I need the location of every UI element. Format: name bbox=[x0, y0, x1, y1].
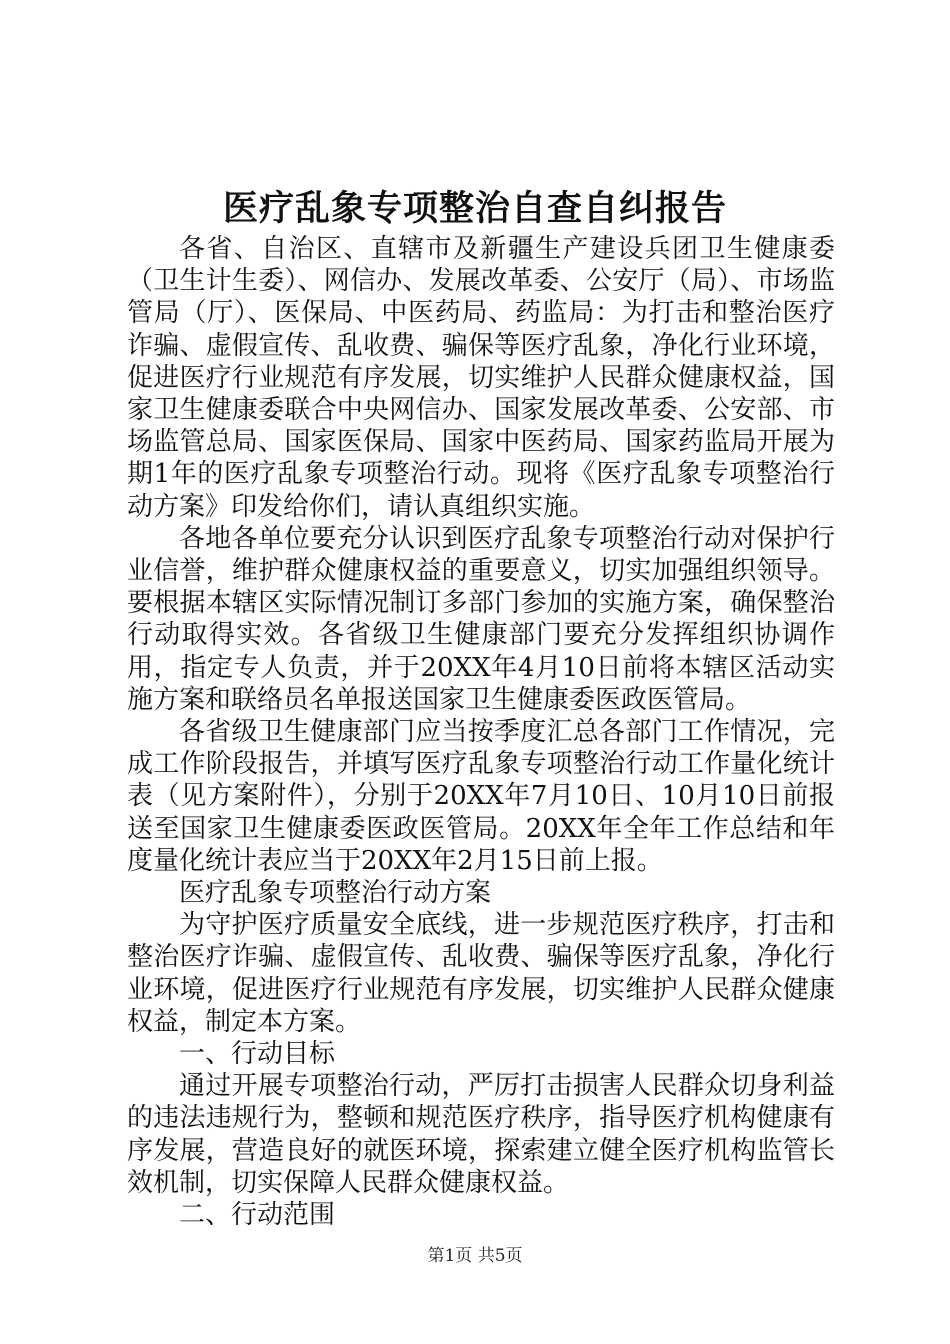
section-heading-plan: 医疗乱象专项整治行动方案 bbox=[179, 878, 492, 909]
paragraph-organization: 各地各单位要充分认识到医疗乱象专项整治行动对保护行业信誉，维护群众健康权益的重要意义，切实加强组织领导。要根据本辖区实际情况制订多部门参加的实施方案，确保整治行动取得实效。各省级卫生健康部门要充分发挥组织协调作用，指定专人负责，并于20XX年4月10日前将本辖区活动实施方案和联络员名单报送国家卫生健康委医政医管局。 bbox=[127, 523, 835, 715]
paragraph-reporting: 各省级卫生健康部门应当按季度汇总各部门工作情况，完成工作阶段报告，并填写医疗乱象专项整治行动工作量化统计表（见方案附件），分别于20XX年7月10日、10月10日前报送至国家卫生健康委医政医管局。20XX年全年工作总结和年度量化统计表应当于20XX年2月15日前上报。 bbox=[127, 717, 835, 876]
paragraph-goal: 通过开展专项整治行动，严厉打击损害人民群众切身利益的违法违规行为，整顿和规范医疗秩序，指导医疗机构健康有序发展，营造良好的就医环境，探索建立健全医疗机构监管长效机制，切实保障人民群众健康权益。 bbox=[127, 1071, 835, 1198]
section-heading-goal: 一、行动目标 bbox=[179, 1039, 336, 1070]
paragraph-plan-purpose: 为守护医疗质量安全底线，进一步规范医疗秩序，打击和整治医疗诈骗、虚假宣传、乱收费、骗保等医疗乱象，净化行业环境，促进医疗行业规范有序发展，切实维护人民群众健康权益，制定本方案。 bbox=[127, 910, 835, 1037]
page-number-footer: 第1页 共5页 bbox=[427, 1246, 523, 1266]
document-title: 医疗乱象专项整治自查自纠报告 bbox=[222, 188, 727, 229]
document-body bbox=[127, 233, 835, 1231]
paragraph-addressees: 各省、自治区、直辖市及新疆生产建设兵团卫生健康委（卫生计生委）、网信办、发展改革委、公安厅（局）、市场监管局（厅）、医保局、中医药局、药监局：为打击和整治医疗诈骗、虚假宣传、乱收费、骗保等医疗乱象，净化行业环境，促进医疗行业规范有序发展，切实维护人民群众健康权益，国家卫生健康委联合中央网信办、国家发展改革委、公安部、市场监管总局、国家医保局、国家中医药局、国家药监局开展为期1年的医疗乱象专项整治行动。现将《医疗乱象专项整治行动方案》印发给你们，请认真组织实施。 bbox=[127, 234, 835, 522]
section-heading-scope: 二、行动范围 bbox=[179, 1200, 336, 1231]
